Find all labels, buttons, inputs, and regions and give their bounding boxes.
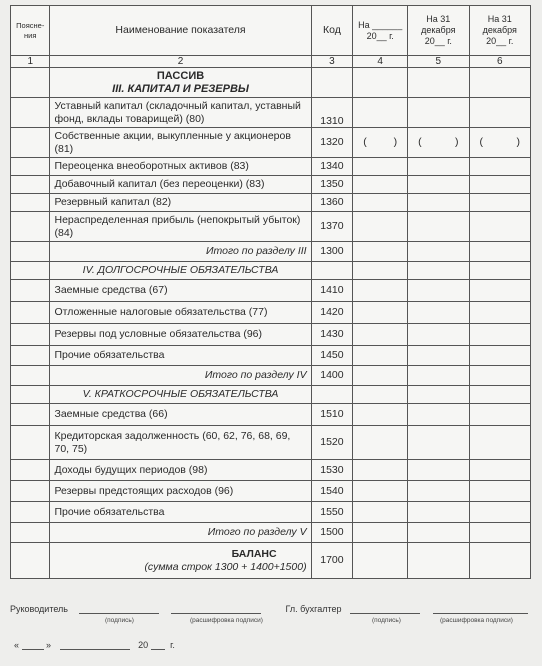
total-label: Итого по разделу III — [50, 242, 311, 262]
year-suffix: г. — [170, 640, 175, 650]
accountant-signature-line — [350, 604, 420, 614]
column-numbers-row — [11, 56, 531, 68]
col-number: 6 — [469, 56, 530, 68]
total-code: 1500 — [311, 523, 353, 543]
table-row — [11, 324, 531, 346]
row-code: 1360 — [311, 194, 353, 212]
total-code: 1300 — [311, 242, 353, 262]
head-label: Руководитель — [10, 604, 68, 614]
table-row — [11, 460, 531, 481]
accountant-decode-hint: (расшифровка подписи) — [440, 617, 513, 624]
accountant-signature-hint: (подпись) — [372, 617, 401, 624]
row-code: 1530 — [311, 460, 353, 481]
row-code: 1310 — [311, 98, 353, 128]
negative-value-brackets: ( ) — [418, 136, 459, 149]
header-period-3: На 31 декабря 20__ г. — [469, 6, 530, 56]
row-name: Резервы под условные обязательства (96) — [50, 324, 311, 346]
col-number: 1 — [11, 56, 50, 68]
row-name: Заемные средства (66) — [50, 404, 311, 426]
table-row — [11, 212, 531, 242]
row-name: Резервный капитал (82) — [50, 194, 311, 212]
day-line — [22, 640, 44, 650]
table-row — [11, 176, 531, 194]
balance-code: 1700 — [311, 543, 353, 579]
liabilities-title: ПАССИВ — [156, 70, 205, 82]
row-name: Прочие обязательства — [50, 346, 311, 366]
row-code: 1320 — [311, 128, 353, 158]
col-number: 4 — [353, 56, 408, 68]
balance-formula: (сумма строк 1300 + 1400+1500) — [144, 560, 307, 573]
section-4-title: IV. ДОЛГОСРОЧНЫЕ ОБЯЗАТЕЛЬСТВА — [50, 262, 311, 280]
row-name: Нераспределенная прибыль (непокрытый убыток) (84) — [50, 212, 311, 242]
row-code: 1410 — [311, 280, 353, 302]
negative-value-brackets: ( ) — [363, 136, 398, 149]
row-name: Собственные акции, выкупленные у акционеров (81) — [50, 128, 311, 158]
row-name: Уставный капитал (складочный капитал, уставный фонд, вклады товарищей) (80) — [50, 98, 311, 128]
date-line — [14, 640, 175, 650]
quote-open: « — [14, 640, 20, 650]
year-prefix: 20 — [138, 640, 149, 650]
quote-close: » — [46, 640, 52, 650]
header-period-2: На 31 декабря 20__ г. — [408, 6, 469, 56]
total-row — [11, 366, 531, 386]
accountant-decode-line — [433, 604, 528, 614]
table-row — [11, 280, 531, 302]
total-code: 1400 — [311, 366, 353, 386]
section-3-title: III. КАПИТАЛ И РЕЗЕРВЫ — [112, 82, 249, 95]
row-name: Доходы будущих периодов (98) — [50, 460, 311, 481]
header-period-1: На ______ 20__ г. — [353, 6, 408, 56]
row-code: 1340 — [311, 158, 353, 176]
row-name: Резервы предстоящих расходов (96) — [50, 481, 311, 502]
head-decode-line — [171, 604, 261, 614]
head-signature-line — [79, 604, 159, 614]
row-code: 1350 — [311, 176, 353, 194]
row-code: 1420 — [311, 302, 353, 324]
balance-title: БАЛАНС — [231, 548, 277, 560]
row-code: 1510 — [311, 404, 353, 426]
table-row — [11, 194, 531, 212]
row-name: Заемные средства (67) — [50, 280, 311, 302]
section-header-row — [11, 262, 531, 280]
row-name: Кредиторская задолженность (60, 62, 76, 68, 69, 70, 75) — [50, 426, 311, 460]
row-name: Отложенные налоговые обязательства (77) — [50, 302, 311, 324]
negative-value-brackets: ( ) — [479, 136, 520, 149]
liabilities-table — [10, 5, 531, 579]
table-row — [11, 426, 531, 460]
balance-label — [50, 543, 311, 579]
month-line — [60, 640, 130, 650]
header-code: Код — [311, 6, 353, 56]
header-notes: Поясне- ния — [11, 6, 50, 56]
row-code: 1540 — [311, 481, 353, 502]
row-name: Переоценка внеоборотных активов (83) — [50, 158, 311, 176]
header-row — [11, 6, 531, 56]
header-name: Наименование показателя — [50, 6, 311, 56]
row-name: Прочие обязательства — [50, 502, 311, 523]
section-header — [50, 68, 311, 98]
head-signature-hint: (подпись) — [105, 617, 134, 624]
table-row — [11, 128, 531, 158]
row-code: 1430 — [311, 324, 353, 346]
table-row — [11, 302, 531, 324]
table-row — [11, 158, 531, 176]
total-label: Итого по разделу IV — [50, 366, 311, 386]
table-row — [11, 98, 531, 128]
total-row — [11, 242, 531, 262]
row-code: 1550 — [311, 502, 353, 523]
col-number: 2 — [50, 56, 311, 68]
accountant-label: Гл. бухгалтер — [285, 604, 342, 614]
row-code: 1450 — [311, 346, 353, 366]
col-number: 3 — [311, 56, 353, 68]
balance-row — [11, 543, 531, 579]
section-5-title: V. КРАТКОСРОЧНЫЕ ОБЯЗАТЕЛЬСТВА — [50, 386, 311, 404]
table-row — [11, 502, 531, 523]
col-number: 5 — [408, 56, 469, 68]
row-name: Добавочный капитал (без переоценки) (83) — [50, 176, 311, 194]
total-row — [11, 523, 531, 543]
section-header-row — [11, 386, 531, 404]
row-code: 1520 — [311, 426, 353, 460]
table-row — [11, 346, 531, 366]
total-label: Итого по разделу V — [50, 523, 311, 543]
year-line — [151, 640, 165, 650]
table-row — [11, 481, 531, 502]
table-row — [11, 404, 531, 426]
head-decode-hint: (расшифровка подписи) — [190, 617, 263, 624]
row-code: 1370 — [311, 212, 353, 242]
section-header-row — [11, 68, 531, 98]
signature-block — [10, 604, 528, 614]
